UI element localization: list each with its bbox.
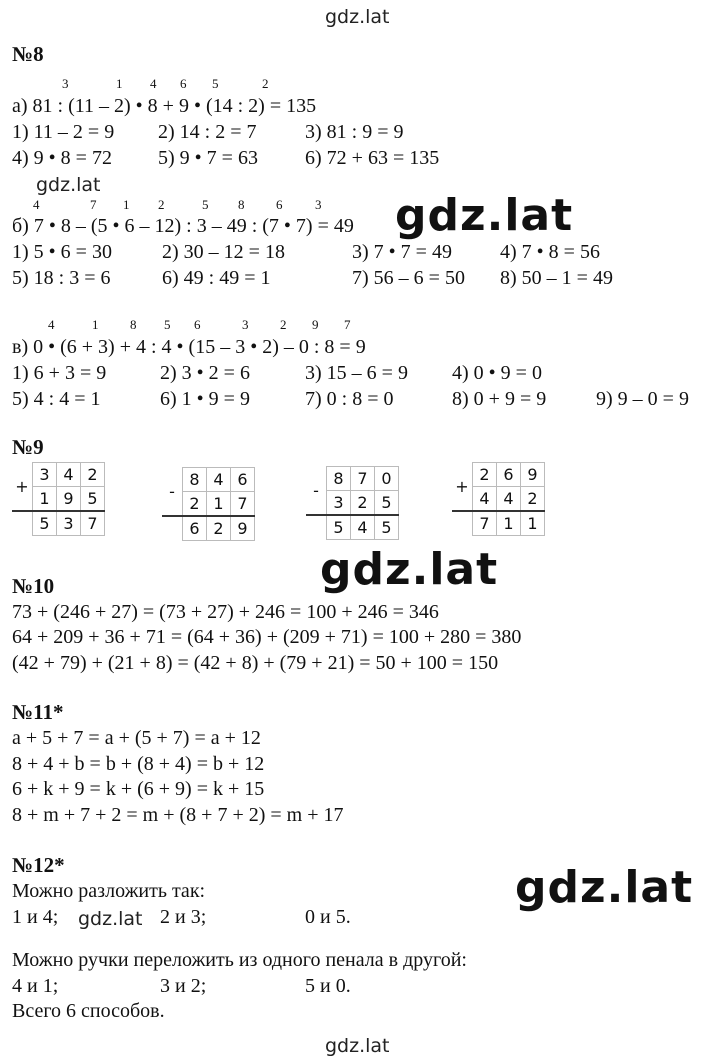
task-8b-step: 1) 5 • 6 = 30 <box>12 241 112 263</box>
task-8b-step: 7) 56 – 6 = 50 <box>352 267 465 289</box>
column-calculation: + 2 6 9 4 4 2 7 1 1 <box>452 462 545 536</box>
task-12-pair: 4 и 1; <box>12 975 59 997</box>
task-12-pair: 2 и 3; <box>160 906 207 928</box>
task-8c-step: 4) 0 • 9 = 0 <box>452 362 542 384</box>
task-10-title: №10 <box>12 574 55 598</box>
column-calculation: - 8 7 0 3 2 5 5 4 5 <box>306 466 399 540</box>
task-8b-step: 3) 7 • 7 = 49 <box>352 241 452 263</box>
task-8c-step: 9) 9 – 0 = 9 <box>596 388 689 410</box>
task-11-line: 6 + k + 9 = k + (6 + 9) = k + 15 <box>12 778 265 800</box>
watermark-big-2: gdz.lat <box>320 544 499 595</box>
task-11-line: 8 + m + 7 + 2 = m + (8 + 7 + 2) = m + 17 <box>12 804 344 826</box>
task-9-title: №9 <box>12 435 44 459</box>
column-calculation: - 8 4 6 2 1 7 6 2 9 <box>162 467 255 541</box>
task-8a-step: 3) 81 : 9 = 9 <box>305 121 404 143</box>
watermark-top: gdz.lat <box>325 6 390 28</box>
task-8b-step: 2) 30 – 12 = 18 <box>162 241 285 263</box>
task-8c-step: 2) 3 • 2 = 6 <box>160 362 250 384</box>
task-8a-step: 2) 14 : 2 = 7 <box>158 121 257 143</box>
task-8c-step: 6) 1 • 9 = 9 <box>160 388 250 410</box>
task-8c-step: 5) 4 : 4 = 1 <box>12 388 101 410</box>
task-11-line: 8 + 4 + b = b + (8 + 4) = b + 12 <box>12 753 265 775</box>
task-8c-step: 1) 6 + 3 = 9 <box>12 362 107 384</box>
task-8-title: №8 <box>12 42 44 66</box>
task-8b-step: 8) 50 – 1 = 49 <box>500 267 613 289</box>
watermark-big-1: gdz.lat <box>395 190 574 241</box>
task-12-pair: 0 и 5. <box>305 906 351 928</box>
task-11-title: №11* <box>12 700 64 724</box>
task-8a-step: 5) 9 • 7 = 63 <box>158 147 258 169</box>
task-8c-expression: в) 0 • (6 + 3) + 4 : 4 • (15 – 3 • 2) – 0 : 8 = 9 <box>12 336 366 358</box>
task-8a-step: 4) 9 • 8 = 72 <box>12 147 112 169</box>
task-12-text: Можно разложить так: <box>12 880 206 902</box>
column-calculation: + 3 4 2 1 9 5 5 3 7 <box>12 462 105 536</box>
task-12-pair: 1 и 4; <box>12 906 59 928</box>
task-12-pair: 5 и 0. <box>305 975 351 997</box>
watermark-small-1: gdz.lat <box>36 174 101 196</box>
task-10-line: (42 + 79) + (21 + 8) = (42 + 8) + (79 + 21) = 50 + 100 = 150 <box>12 652 499 674</box>
task-12-total: Всего 6 способов. <box>12 1000 165 1022</box>
task-12-pair: 3 и 2; <box>160 975 207 997</box>
task-8b-step: 5) 18 : 3 = 6 <box>12 267 111 289</box>
task-8b-step: 4) 7 • 8 = 56 <box>500 241 600 263</box>
task-8b-step: 6) 49 : 49 = 1 <box>162 267 271 289</box>
task-8a-expression: а) 81 : (11 – 2) • 8 + 9 • (14 : 2) = 135 <box>12 95 317 117</box>
task-12-title: №12* <box>12 853 65 877</box>
task-8a-step: 6) 72 + 63 = 135 <box>305 147 440 169</box>
watermark-small-2: gdz.lat <box>78 908 143 930</box>
task-8a-step: 1) 11 – 2 = 9 <box>12 121 115 143</box>
task-12-text: Можно ручки переложить из одного пенала в другой: <box>12 949 467 971</box>
watermark-big-3: gdz.lat <box>515 862 694 913</box>
task-8c-step: 8) 0 + 9 = 9 <box>452 388 547 410</box>
task-8c-step: 3) 15 – 6 = 9 <box>305 362 408 384</box>
task-10-line: 64 + 209 + 36 + 71 = (64 + 36) + (209 + 71) = 100 + 280 = 380 <box>12 626 522 648</box>
task-10-line: 73 + (246 + 27) = (73 + 27) + 246 = 100 + 246 = 346 <box>12 601 439 623</box>
watermark-bottom: gdz.lat <box>325 1035 390 1057</box>
task-8c-step: 7) 0 : 8 = 0 <box>305 388 394 410</box>
task-11-line: a + 5 + 7 = a + (5 + 7) = a + 12 <box>12 727 261 749</box>
task-8b-expression: б) 7 • 8 – (5 • 6 – 12) : 3 – 49 : (7 • 7) = 49 <box>12 215 354 237</box>
